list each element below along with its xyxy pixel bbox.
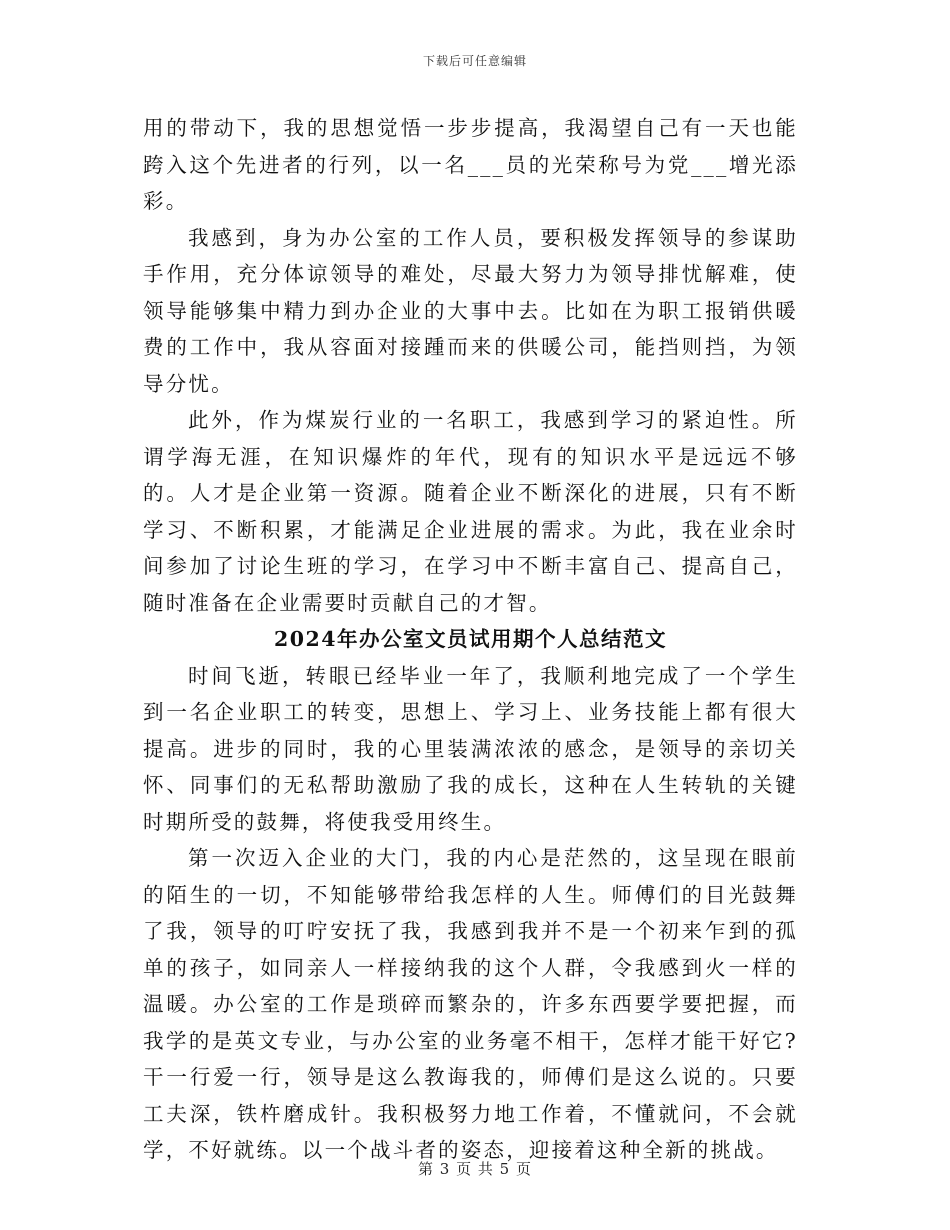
paragraph-office-role: 我感到，身为办公室的工作人员，要积极发挥领导的参谋助手作用，充分体谅领导的难处，尽最大努力为领导排忧解难，使领导能够集中精力到办企业的大事中去。比如在为职工报销供暖费的工作中，我从容面对接踵而来的供暖公司，能挡则挡，为领导分忧。 (143, 225, 798, 396)
paragraph-graduation: 时间飞逝，转眼已经毕业一年了，我顺利地完成了一个学生到一名企业职工的转变，思想上、学习上、业务技能上都有很大提高。进步的同时，我的心里装满浓浓的感念，是领导的亲切关怀、同事们的无私帮助激励了我的成长，这种在人生转轨的关键时期所受的鼓舞，将使我受用终生。 (143, 663, 798, 834)
page-number-footer: 第 3 页 共 5 页 (418, 1160, 532, 1178)
paragraph-learning: 此外，作为煤炭行业的一名职工，我感到学习的紧迫性。所谓学海无涯，在知识爆炸的年代，现有的知识水平是远远不够的。人才是企业第一资源。随着企业不断深化的进展，只有不断学习、不断积累，才能满足企业进展的需求。为此，我在业余时间参加了讨论生班的学习，在学习中不断丰富自己、提高自己，随时准备在企业需要时贡献自己的才智。 (143, 408, 798, 615)
paragraph-first-day: 第一次迈入企业的大门，我的内心是茫然的，这呈现在眼前的陌生的一切，不知能够带给我怎样的人生。师傅们的目光鼓舞了我，领导的叮咛安抚了我，我感到我并不是一个初来乍到的孤单的孩子，如同亲人一样接纳我的这个人群，令我感到火一样的温暖。办公室的工作是琐碎而繁杂的，许多东西要学要把握，而我学的是英文专业，与办公室的业务毫不相干，怎样才能干好它?干一行爱一行，领导是这么教诲我的，师傅们是这么说的。只要工夫深，铁杵磨成针。我积极努力地工作着，不懂就问，不会就学，不好就练。以一个战斗者的姿态，迎接着这种全新的挑战。 (143, 846, 798, 1162)
paragraph-continued: 用的带动下，我的思想觉悟一步步提高，我渴望自己有一天也能跨入这个先进者的行列，以一名___员的光荣称号为党___增光添彩。 (143, 116, 798, 213)
page-header-note: 下载后可任意编辑 (422, 54, 527, 68)
section-title: 2024年办公室文员试用期个人总结范文 (273, 627, 668, 651)
document-body (143, 110, 798, 1169)
